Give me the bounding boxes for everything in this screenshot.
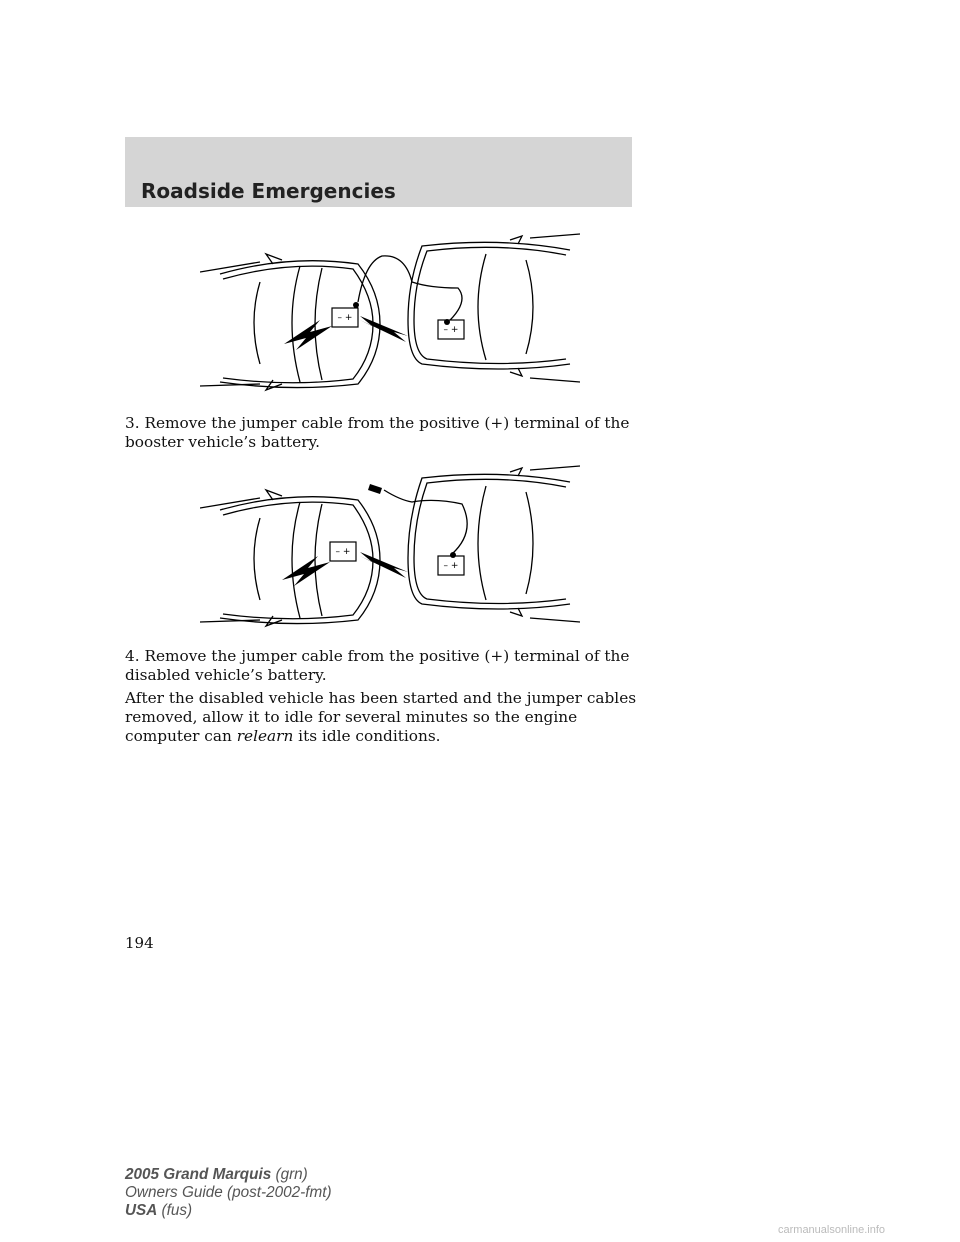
watermark: carmanualsonline.info — [778, 1224, 886, 1236]
jumper-cable-diagram-2 — [200, 462, 580, 634]
footer-model-code: (grn) — [271, 1166, 308, 1183]
footer-line-3 — [125, 1202, 332, 1220]
idle-note-text: After the disabled vehicle has been started and the jumper cables removed, allow it to idle for several minutes so the engine computer can — [125, 689, 637, 745]
step-3-text: 3. Remove the jumper cable from the positive (+) terminal of the booster vehicle’s battery. — [125, 414, 630, 451]
page-number: 194 — [125, 934, 154, 952]
footer-line-2: Owners Guide (post-2002-fmt) — [125, 1184, 332, 1201]
relearn-emphasis: relearn — [236, 727, 294, 745]
svg-text:– +: – + — [443, 561, 459, 571]
step-4-text: 4. Remove the jumper cable from the positive (+) terminal of the disabled vehicle’s battery. — [125, 647, 630, 684]
idle-note-paragraph — [125, 689, 640, 746]
footer-market: USA — [125, 1202, 158, 1219]
svg-text:– +: – + — [337, 313, 353, 323]
jumper-cable-diagram-1 — [200, 232, 580, 392]
section-header-band — [125, 137, 632, 207]
idle-note-ending: its idle conditions. — [293, 727, 441, 745]
footer-model: 2005 Grand Marquis — [125, 1166, 272, 1183]
section-title: Roadside Emergencies — [141, 179, 396, 203]
svg-text:– +: – + — [443, 325, 459, 335]
document-footer — [125, 1166, 332, 1220]
footer-line-1 — [125, 1166, 332, 1184]
footer-market-code: (fus) — [157, 1202, 193, 1219]
svg-text:– +: – + — [335, 547, 351, 557]
